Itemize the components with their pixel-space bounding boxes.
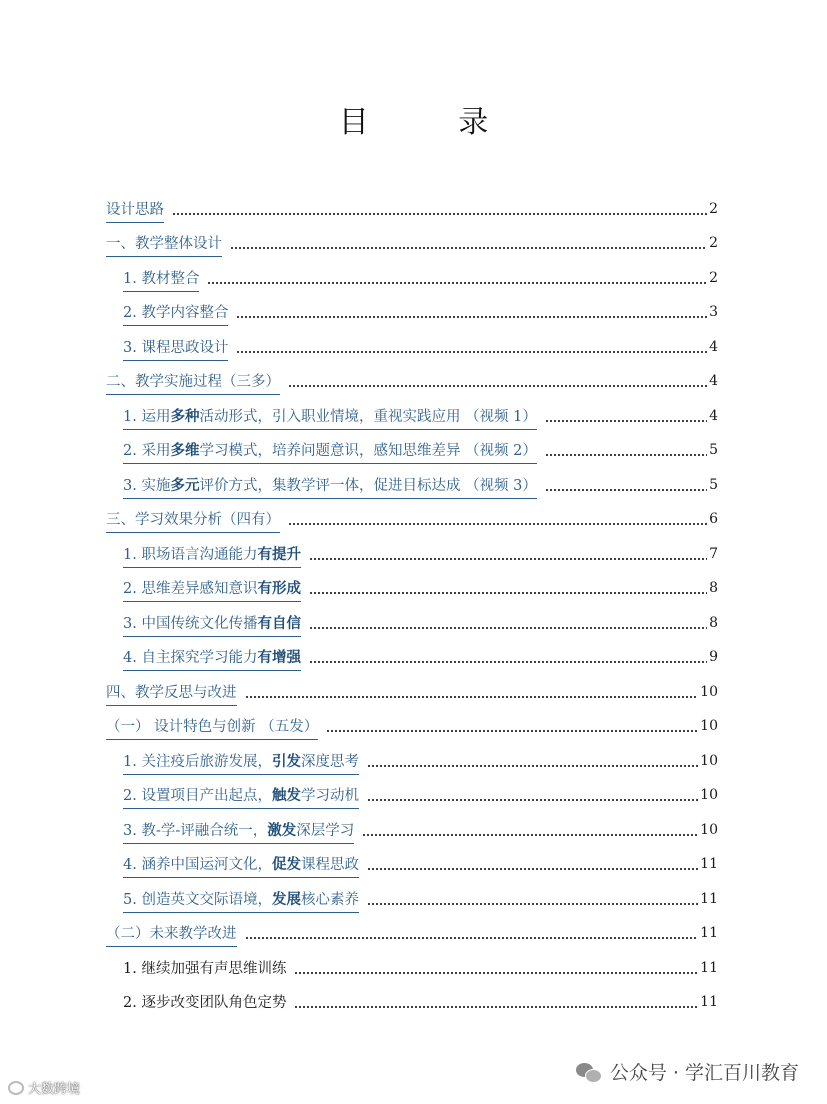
- dot-leader: [545, 474, 707, 494]
- toc-entry-label: （二）未来教学改进: [106, 924, 237, 947]
- toc-page-number: 9: [709, 649, 718, 665]
- dot-leader: [236, 336, 707, 356]
- toc-entry[interactable]: [106, 568, 718, 603]
- corner-watermark: [8, 1078, 80, 1097]
- toc-entry[interactable]: [106, 671, 718, 706]
- toc-entry[interactable]: [106, 706, 718, 741]
- dot-leader: [288, 370, 707, 390]
- toc-page-number: 4: [709, 338, 718, 355]
- toc-entry[interactable]: [106, 223, 718, 258]
- logo-icon: [8, 1081, 24, 1095]
- toc-entry[interactable]: [106, 878, 718, 913]
- toc-entry[interactable]: [106, 188, 718, 223]
- dot-leader: [309, 577, 707, 597]
- dot-leader: [309, 612, 707, 632]
- dot-leader: [367, 784, 698, 804]
- dot-leader: [236, 301, 707, 321]
- toc-page-number: 6: [709, 511, 718, 527]
- toc-page-number: 11: [700, 856, 718, 872]
- toc-entry[interactable]: [106, 292, 718, 327]
- dot-leader: [367, 888, 698, 908]
- toc-page-number: 5: [709, 442, 718, 458]
- toc-entry-label: 5. 创造英文交际语境，发展核心素养: [123, 890, 359, 913]
- toc-page-number: 11: [700, 994, 718, 1010]
- toc-entry-label: 4. 涵养中国运河文化，促发课程思政: [123, 855, 359, 878]
- toc-page-number: 10: [700, 752, 718, 769]
- toc-entry-label: 2. 思维差异感知意识有形成: [123, 579, 301, 602]
- footer-wechat-account: [576, 1058, 799, 1085]
- toc-page-number: 4: [709, 373, 718, 389]
- toc-entry[interactable]: [106, 326, 718, 361]
- toc-entry-label: 2. 采用多维学习模式，培养问题意识，感知思维差异 （视频 2）: [123, 441, 537, 464]
- toc-entry-label: 一、教学整体设计: [106, 234, 222, 257]
- dot-leader: [545, 439, 707, 459]
- toc-entry[interactable]: [106, 844, 718, 879]
- toc-entry-label: 2. 教学内容整合: [123, 303, 228, 326]
- toc-entry[interactable]: [106, 395, 718, 430]
- dot-leader: [367, 750, 698, 770]
- toc-entry-label: 四、教学反思与改进: [106, 683, 237, 706]
- toc-entry[interactable]: [106, 602, 718, 637]
- toc-page-number: 2: [709, 235, 718, 251]
- toc-entry[interactable]: [106, 533, 718, 568]
- dot-leader: [245, 681, 699, 701]
- dot-leader: [294, 991, 698, 1011]
- table-of-contents: [106, 188, 718, 1016]
- dot-leader: [230, 232, 707, 252]
- toc-entry: [106, 947, 718, 982]
- toc-page-number: 11: [700, 925, 718, 941]
- toc-entry-label: 设计思路: [106, 200, 164, 223]
- toc-entry-label: 3. 中国传统文化传播有自信: [123, 614, 301, 637]
- toc-page-number: 7: [709, 545, 718, 562]
- toc-entry[interactable]: [106, 740, 718, 775]
- toc-page-number: 8: [709, 614, 718, 631]
- toc-page-number: 11: [700, 959, 718, 976]
- dot-leader: [245, 922, 699, 942]
- dot-leader: [309, 646, 707, 666]
- toc-page-number: 10: [700, 683, 718, 700]
- toc-page-number: 10: [700, 821, 718, 838]
- toc-entry-label: （一） 设计特色与创新 （五发）: [106, 717, 318, 740]
- toc-entry[interactable]: [106, 809, 718, 844]
- toc-page-number: 2: [709, 200, 718, 217]
- toc-entry-label: 1. 职场语言沟通能力有提升: [123, 545, 301, 568]
- toc-entry-label: 1. 关注疫后旅游发展，引发深度思考: [123, 752, 359, 775]
- toc-entry-label: 4. 自主探究学习能力有增强: [123, 648, 301, 671]
- dot-leader: [294, 957, 698, 977]
- dot-leader: [288, 508, 707, 528]
- toc-page-number: 3: [709, 304, 718, 320]
- toc-entry: [106, 982, 718, 1017]
- toc-entry-label: 3. 实施多元评价方式，集教学评一体，促进目标达成 （视频 3）: [123, 476, 537, 499]
- corner-text: 大数跨境: [28, 1082, 81, 1097]
- toc-entry[interactable]: [106, 499, 718, 534]
- toc-entry[interactable]: [106, 775, 718, 810]
- toc-entry-label: 三、学习效果分析（四有）: [106, 510, 280, 533]
- toc-entry-label: 3. 教-学-评融合统一，激发深层学习: [123, 821, 354, 844]
- dot-leader: [367, 853, 698, 873]
- toc-entry[interactable]: [106, 464, 718, 499]
- toc-entry[interactable]: [106, 637, 718, 672]
- toc-entry-label: 1. 教材整合: [123, 269, 199, 292]
- dot-leader: [207, 267, 707, 287]
- toc-page-number: 10: [700, 718, 718, 734]
- toc-entry-label: 2. 逐步改变团队角色定势: [123, 995, 287, 1011]
- toc-entry-label: 3. 课程思政设计: [123, 338, 228, 361]
- toc-entry[interactable]: [106, 913, 718, 948]
- dot-leader: [326, 715, 698, 735]
- toc-page-number: 8: [709, 580, 718, 596]
- toc-page-number: 5: [709, 476, 718, 493]
- toc-entry-label: 1. 运用多种活动形式，引入职业情境，重视实践应用 （视频 1）: [123, 407, 537, 430]
- footer-text: 公众号 · 学汇百川教育: [609, 1062, 799, 1084]
- toc-page-number: 10: [700, 787, 718, 803]
- toc-entry[interactable]: [106, 430, 718, 465]
- wechat-icon: [576, 1061, 602, 1083]
- toc-entry-label: 二、教学实施过程（三多）: [106, 372, 280, 395]
- dot-leader: [172, 198, 707, 218]
- toc-entry-label: 1. 继续加强有声思维训练: [123, 960, 287, 977]
- dot-leader: [545, 405, 707, 425]
- toc-page-number: 2: [709, 269, 718, 286]
- toc-page-number: 4: [709, 407, 718, 424]
- page-title: 目 录: [338, 105, 529, 140]
- dot-leader: [309, 543, 707, 563]
- toc-entry[interactable]: [106, 361, 718, 396]
- dot-leader: [362, 819, 698, 839]
- toc-page-number: 11: [700, 890, 718, 907]
- toc-entry-label: 2. 设置项目产出起点，触发学习动机: [123, 786, 359, 809]
- toc-entry[interactable]: [106, 257, 718, 292]
